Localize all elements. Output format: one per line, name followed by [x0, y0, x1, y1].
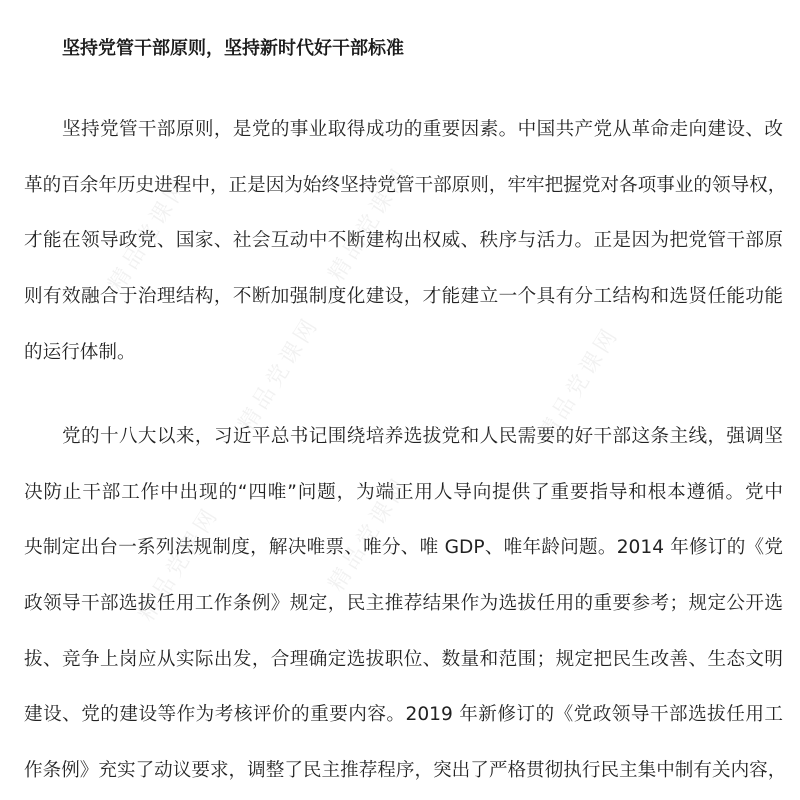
paragraph-2 [24, 409, 787, 799]
text-line: 则有效融合于治理结构，不断加强制度化建设，才能建立一个具有分工结构和选贤任能功能 [24, 286, 783, 308]
text-line: 决防止干部工作中出现的“四唯”问题，为端正用人导向提供了重要指导和根本遵循。党中 [24, 481, 783, 503]
text-line: 坚持党管干部原则，是党的事业取得成功的重要因素。中国共产党从革命走向建设、改 [62, 119, 783, 140]
watermark: 精品党课网 [534, 322, 625, 446]
text-line: 革的百余年历史进程中，正是因为始终坚持党管干部原则，牢牢把握党对各项事业的领导权， [24, 174, 787, 196]
text-line: 作条例》充实了动议要求，调整了民主推荐程序，突出了严格贯彻执行民主集中制有关内容， [24, 760, 787, 782]
watermark: 精品党课网 [234, 312, 325, 436]
text-line: 党的十八大以来，习近平总书记围绕培养选拔党和人民需要的好干部这条主线，强调坚 [62, 426, 783, 447]
watermark: 精品党课网 [134, 502, 225, 626]
watermark: 精品党课网 [324, 472, 415, 596]
article-title: 坚持党管干部原则，坚持新时代好干部标准 [62, 38, 404, 59]
text-line: 央制定出台一系列法规制度，解决唯票、唯分、唯 GDP、唯年龄问题。2014 年修订的《党 [24, 537, 783, 559]
text-line: 的运行体制。 [24, 341, 136, 363]
paragraph-1 [24, 102, 787, 380]
text-line: 拔、竞争上岗应从实际出发，合理确定选拔职位、数量和范围；规定把民生改善、生态文明 [24, 648, 783, 670]
watermark: 精品党课网 [324, 162, 415, 286]
watermark: 精品党课网 [104, 172, 195, 296]
text-line: 才能在领导政党、国家、社会互动中不断建构出权威、秩序与活力。正是因为把党管干部原 [24, 230, 783, 252]
text-line: 政领导干部选拔任用工作条例》规定，民主推荐结果作为选拔任用的重要参考；规定公开选 [24, 593, 783, 615]
text-line: 建设、党的建设等作为考核评价的重要内容。2019 年新修订的《党政领导干部选拔任用工 [24, 704, 783, 726]
